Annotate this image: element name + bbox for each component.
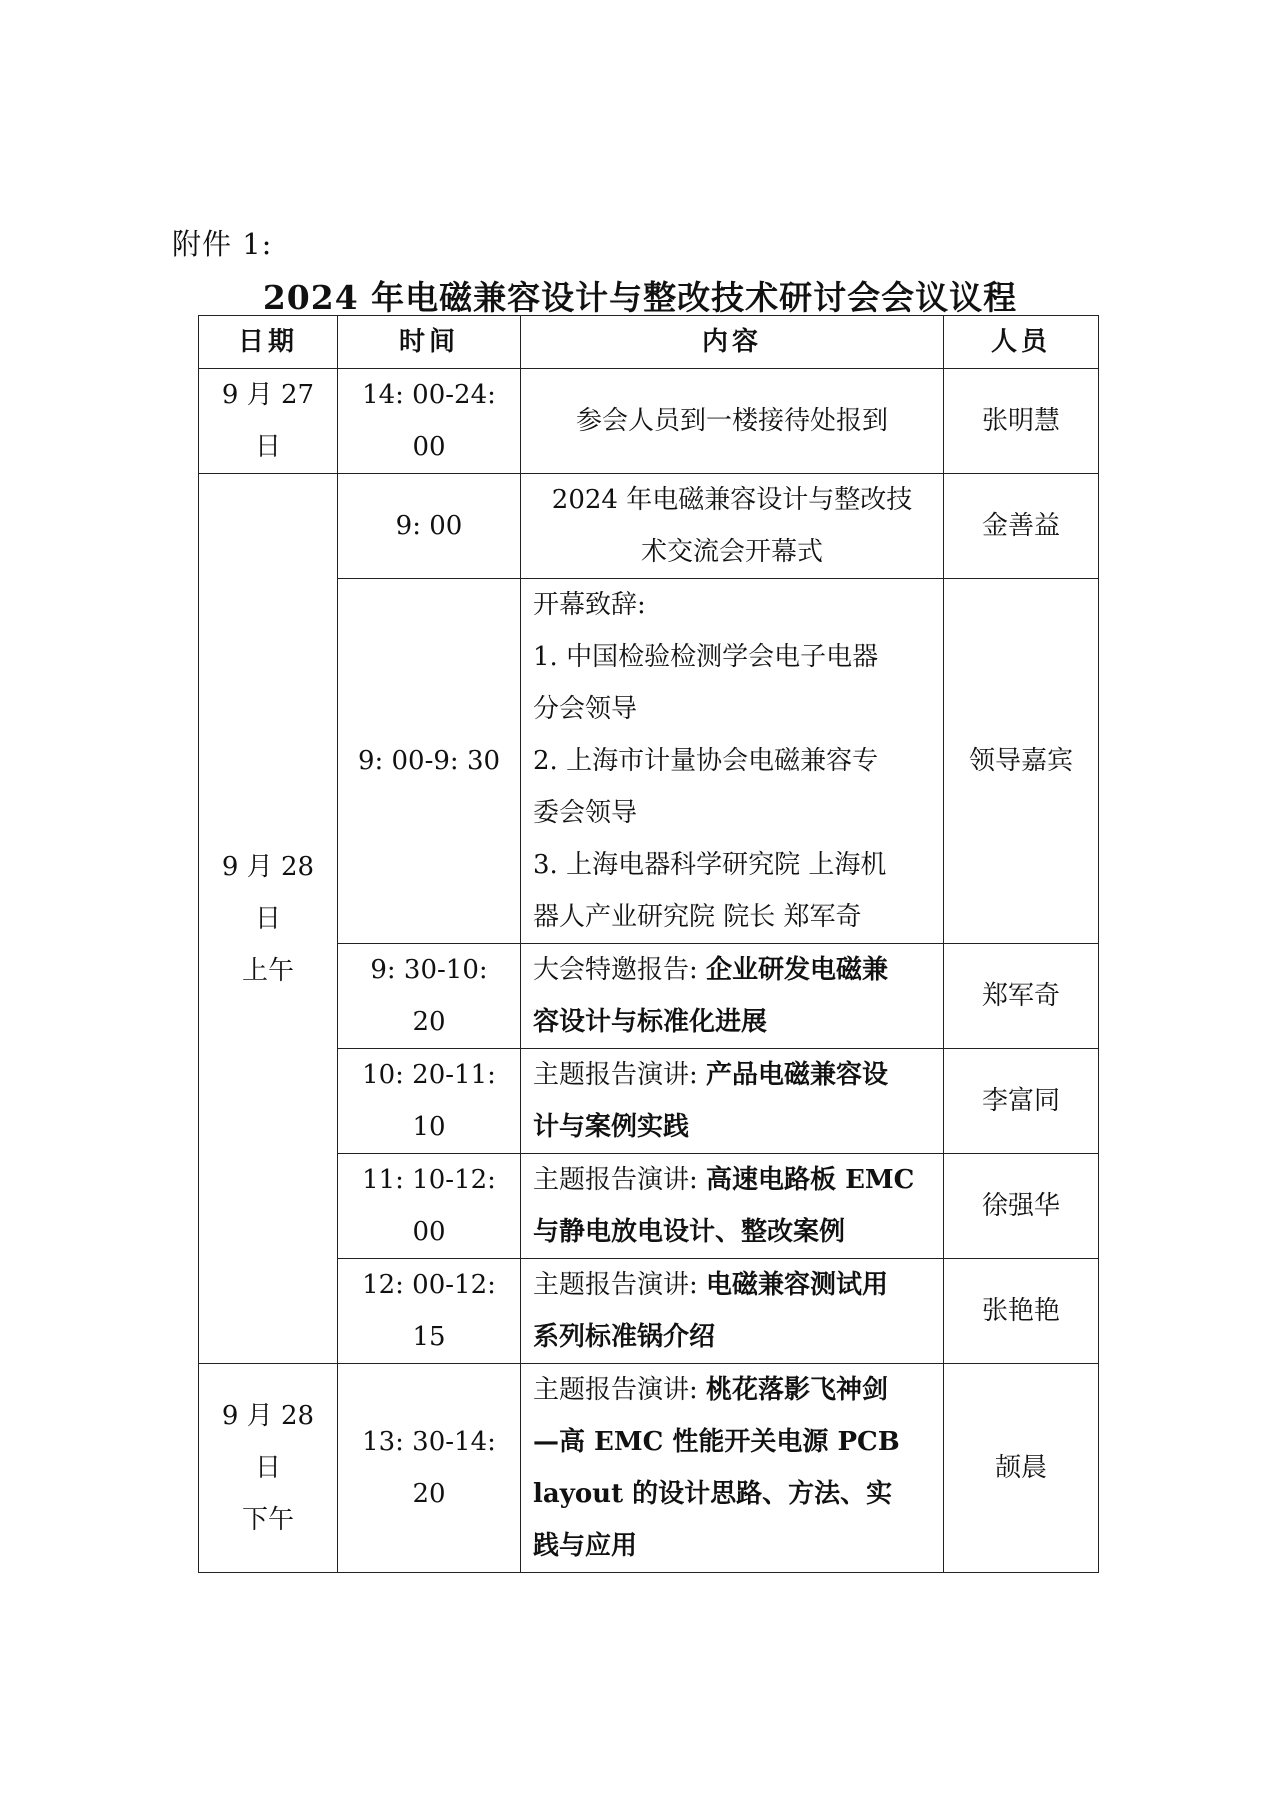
content-line: 委会领导 xyxy=(533,798,638,828)
person-cell: 李富同 xyxy=(944,1049,1099,1154)
content-cell xyxy=(521,944,944,1049)
content-topic: 产品电磁兼容设 xyxy=(706,1060,889,1090)
attachment-label: 附件 1: xyxy=(172,227,273,261)
content-topic: 系列标准锅介绍 xyxy=(533,1322,716,1352)
time-cell: 11: 10-12: 00 xyxy=(338,1154,521,1259)
document-title: 2024 年电磁兼容设计与整改技术研讨会会议议程 xyxy=(262,278,1018,317)
content-prefix: 大会特邀报告: xyxy=(533,955,707,985)
time-cell: 9: 30-10: 20 xyxy=(338,944,521,1049)
person-cell: 郑军奇 xyxy=(944,944,1099,1049)
table-row xyxy=(199,474,1099,579)
content-topic: 桃花落影飞神剑 xyxy=(706,1375,889,1405)
person-cell: 徐强华 xyxy=(944,1154,1099,1259)
person-cell: 张艳艳 xyxy=(944,1259,1099,1364)
content-line: 1. 中国检验检测学会电子电器 xyxy=(533,642,879,672)
content-cell xyxy=(521,1049,944,1154)
content-cell xyxy=(521,579,944,944)
header-content: 内容 xyxy=(521,316,944,369)
content-line: 2. 上海市计量协会电磁兼容专 xyxy=(533,746,879,776)
content-topic: 践与应用 xyxy=(533,1531,638,1561)
person-cell: 颉晨 xyxy=(944,1364,1099,1573)
table-row xyxy=(199,1364,1099,1573)
date-period: 下午 xyxy=(241,1505,294,1535)
content-cell: 参会人员到一楼接待处报到 xyxy=(521,369,944,474)
time-cell: 9: 00 xyxy=(338,474,521,579)
content-cell xyxy=(521,1364,944,1573)
content-topic: 计与案例实践 xyxy=(533,1112,690,1142)
time-cell: 14: 00-24: 00 xyxy=(338,369,521,474)
table-row xyxy=(199,369,1099,474)
time-cell: 10: 20-11: 10 xyxy=(338,1049,521,1154)
time-cell: 13: 30-14: 20 xyxy=(338,1364,521,1573)
date-cell xyxy=(199,1364,338,1573)
content-topic: 与静电放电设计、整改案例 xyxy=(533,1217,846,1247)
content-line: 分会领导 xyxy=(533,694,638,724)
person-cell: 张明慧 xyxy=(944,369,1099,474)
header-date: 日期 xyxy=(199,316,338,369)
content-prefix: 主题报告演讲: xyxy=(533,1165,707,1195)
content-line: 术交流会开幕式 xyxy=(640,537,823,567)
content-cell xyxy=(521,1259,944,1364)
date-cell: 9 月 27 日 xyxy=(199,369,338,474)
content-prefix: 主题报告演讲: xyxy=(533,1060,707,1090)
content-line: 器人产业研究院 院长 郑军奇 xyxy=(533,902,862,932)
date-line: 9 月 28 日 xyxy=(221,851,315,934)
person-cell: 金善益 xyxy=(944,474,1099,579)
agenda-table xyxy=(198,315,1099,1573)
date-period: 上午 xyxy=(241,955,294,986)
header-person: 人员 xyxy=(944,316,1099,369)
table-header-row xyxy=(199,316,1099,369)
content-topic: 容设计与标准化进展 xyxy=(533,1007,768,1037)
time-cell: 9: 00-9: 30 xyxy=(338,579,521,944)
content-topic: 企业研发电磁兼 xyxy=(706,955,889,985)
content-topic: 高速电路板 EMC xyxy=(706,1165,915,1195)
date-line: 9 月 28 日 xyxy=(221,1401,315,1483)
content-cell xyxy=(521,474,944,579)
time-cell: 12: 00-12: 15 xyxy=(338,1259,521,1364)
content-line: 开幕致辞: xyxy=(533,590,646,620)
date-cell xyxy=(199,474,338,1364)
content-cell xyxy=(521,1154,944,1259)
content-topic: —高 EMC 性能开关电源 PCB xyxy=(533,1427,900,1457)
content-topic: 电磁兼容测试用 xyxy=(706,1270,889,1300)
content-prefix: 主题报告演讲: xyxy=(533,1375,707,1405)
content-topic: layout 的设计思路、方法、实 xyxy=(533,1479,893,1509)
content-line: 3. 上海电器科学研究院 上海机 xyxy=(533,850,887,880)
content-line: 2024 年电磁兼容设计与整改技 xyxy=(551,485,913,515)
person-cell: 领导嘉宾 xyxy=(944,579,1099,944)
header-time: 时间 xyxy=(338,316,521,369)
content-prefix: 主题报告演讲: xyxy=(533,1270,707,1300)
